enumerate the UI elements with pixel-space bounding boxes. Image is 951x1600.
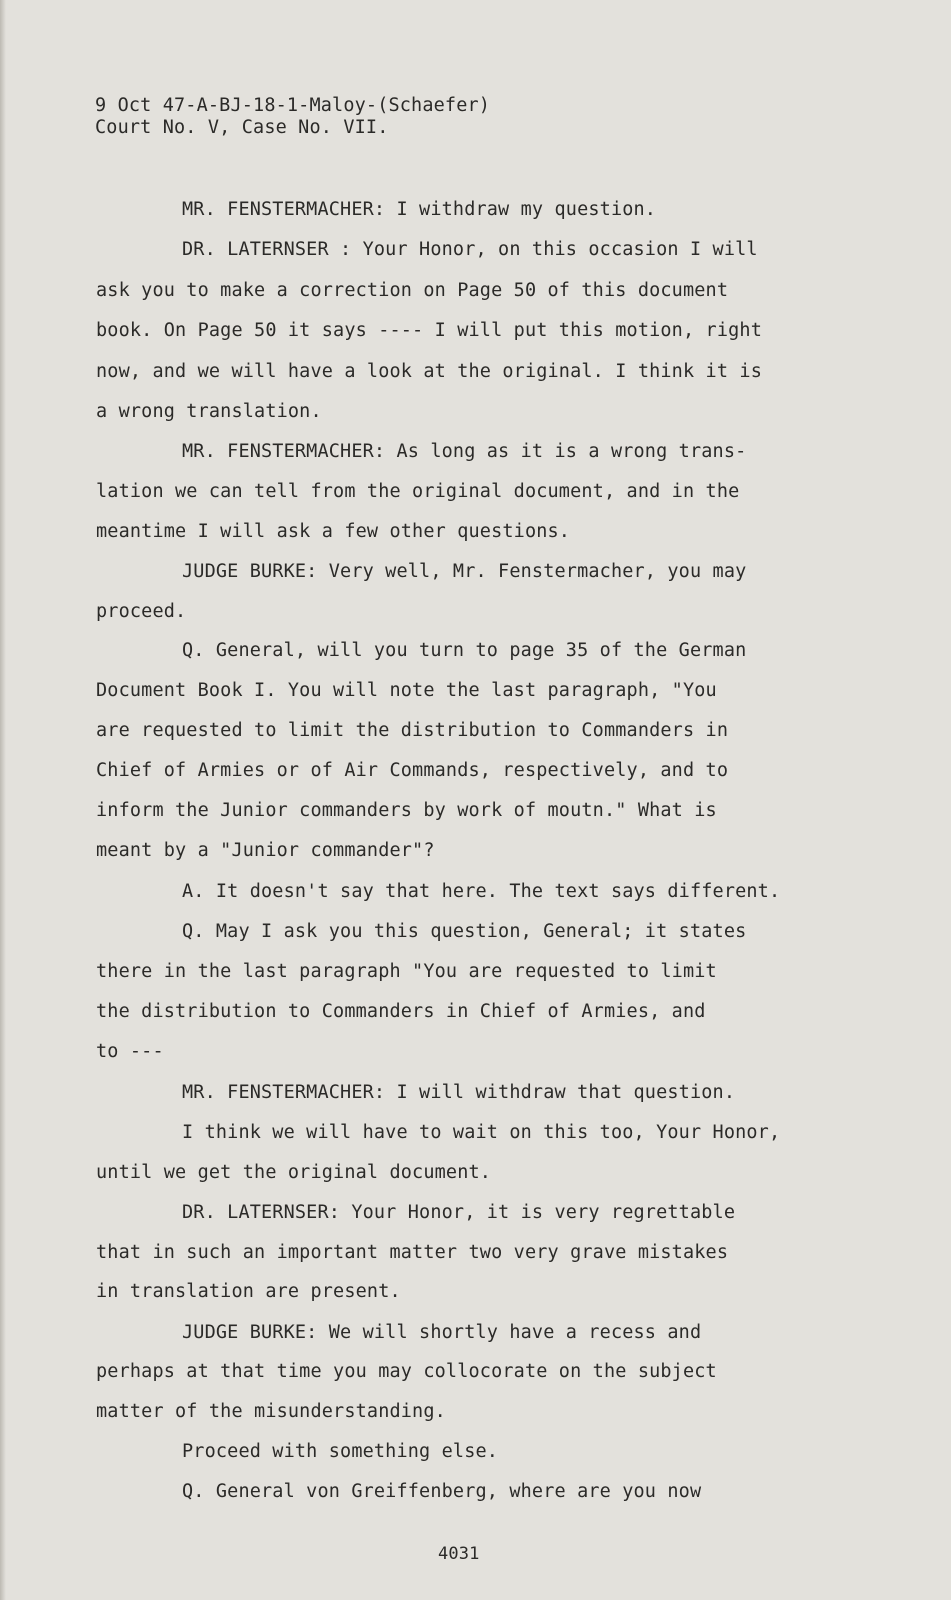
transcript-line: meantime I will ask a few other questions.: [96, 521, 571, 542]
transcript-line: a wrong translation.: [96, 401, 322, 422]
transcript-line: to ---: [96, 1041, 164, 1062]
transcript-line: MR. FENSTERMACHER: As long as it is a wrong trans-: [182, 441, 747, 462]
header-line-date: 9 Oct 47-A-BJ-18-1-Maloy-(Schaefer): [95, 95, 491, 116]
transcript-line: Q. May I ask you this question, General; it states: [182, 921, 747, 942]
transcript-line: inform the Junior commanders by work of moutn." What is: [96, 800, 717, 821]
transcript-line: Q. General von Greiffenberg, where are you now: [182, 1481, 702, 1502]
transcript-line: meant by a "Junior commander"?: [96, 840, 435, 861]
transcript-line: JUDGE BURKE: Very well, Mr. Fenstermacher, you may: [182, 561, 747, 582]
transcript-line: Document Book I. You will note the last paragraph, "You: [96, 680, 717, 701]
transcript-line: A. It doesn't say that here. The text says different.: [182, 881, 781, 902]
transcript-line: I think we will have to wait on this too, Your Honor,: [182, 1122, 781, 1143]
transcript-line: ask you to make a correction on Page 50 of this document: [96, 280, 729, 301]
page-number: 4031: [438, 1544, 480, 1564]
transcript-line: the distribution to Commanders in Chief of Armies, and: [96, 1001, 706, 1022]
transcript-line: Proceed with something else.: [182, 1441, 499, 1462]
transcript-line: JUDGE BURKE: We will shortly have a recess and: [182, 1322, 702, 1343]
transcript-line: perhaps at that time you may collocorate on the subject: [96, 1361, 717, 1382]
transcript-line: Q. General, will you turn to page 35 of the German: [182, 640, 747, 661]
transcript-line: MR. FENSTERMACHER: I will withdraw that question.: [182, 1082, 736, 1103]
transcript-line: book. On Page 50 it says ---- I will put this motion, right: [96, 320, 762, 341]
transcript-line: lation we can tell from the original document, and in the: [96, 481, 740, 502]
transcript-line: are requested to limit the distribution to Commanders in: [96, 720, 729, 741]
transcript-line: in translation are present.: [96, 1281, 401, 1302]
header-line-court: Court No. V, Case No. VII.: [95, 117, 389, 138]
transcript-line: that in such an important matter two very grave mistakes: [96, 1242, 729, 1263]
transcript-line: matter of the misunderstanding.: [96, 1401, 446, 1422]
transcript-line: DR. LATERNSER : Your Honor, on this occasion I will: [182, 239, 758, 260]
transcript-line: there in the last paragraph "You are requested to limit: [96, 961, 717, 982]
transcript-line: proceed.: [96, 601, 187, 622]
transcript-line: Chief of Armies or of Air Commands, respectively, and to: [96, 760, 729, 781]
transcript-line: until we get the original document.: [96, 1162, 492, 1183]
transcript-line: now, and we will have a look at the original. I think it is: [96, 361, 762, 382]
transcript-line: MR. FENSTERMACHER: I withdraw my question.: [182, 199, 657, 220]
transcript-line: DR. LATERNSER: Your Honor, it is very regrettable: [182, 1202, 736, 1223]
